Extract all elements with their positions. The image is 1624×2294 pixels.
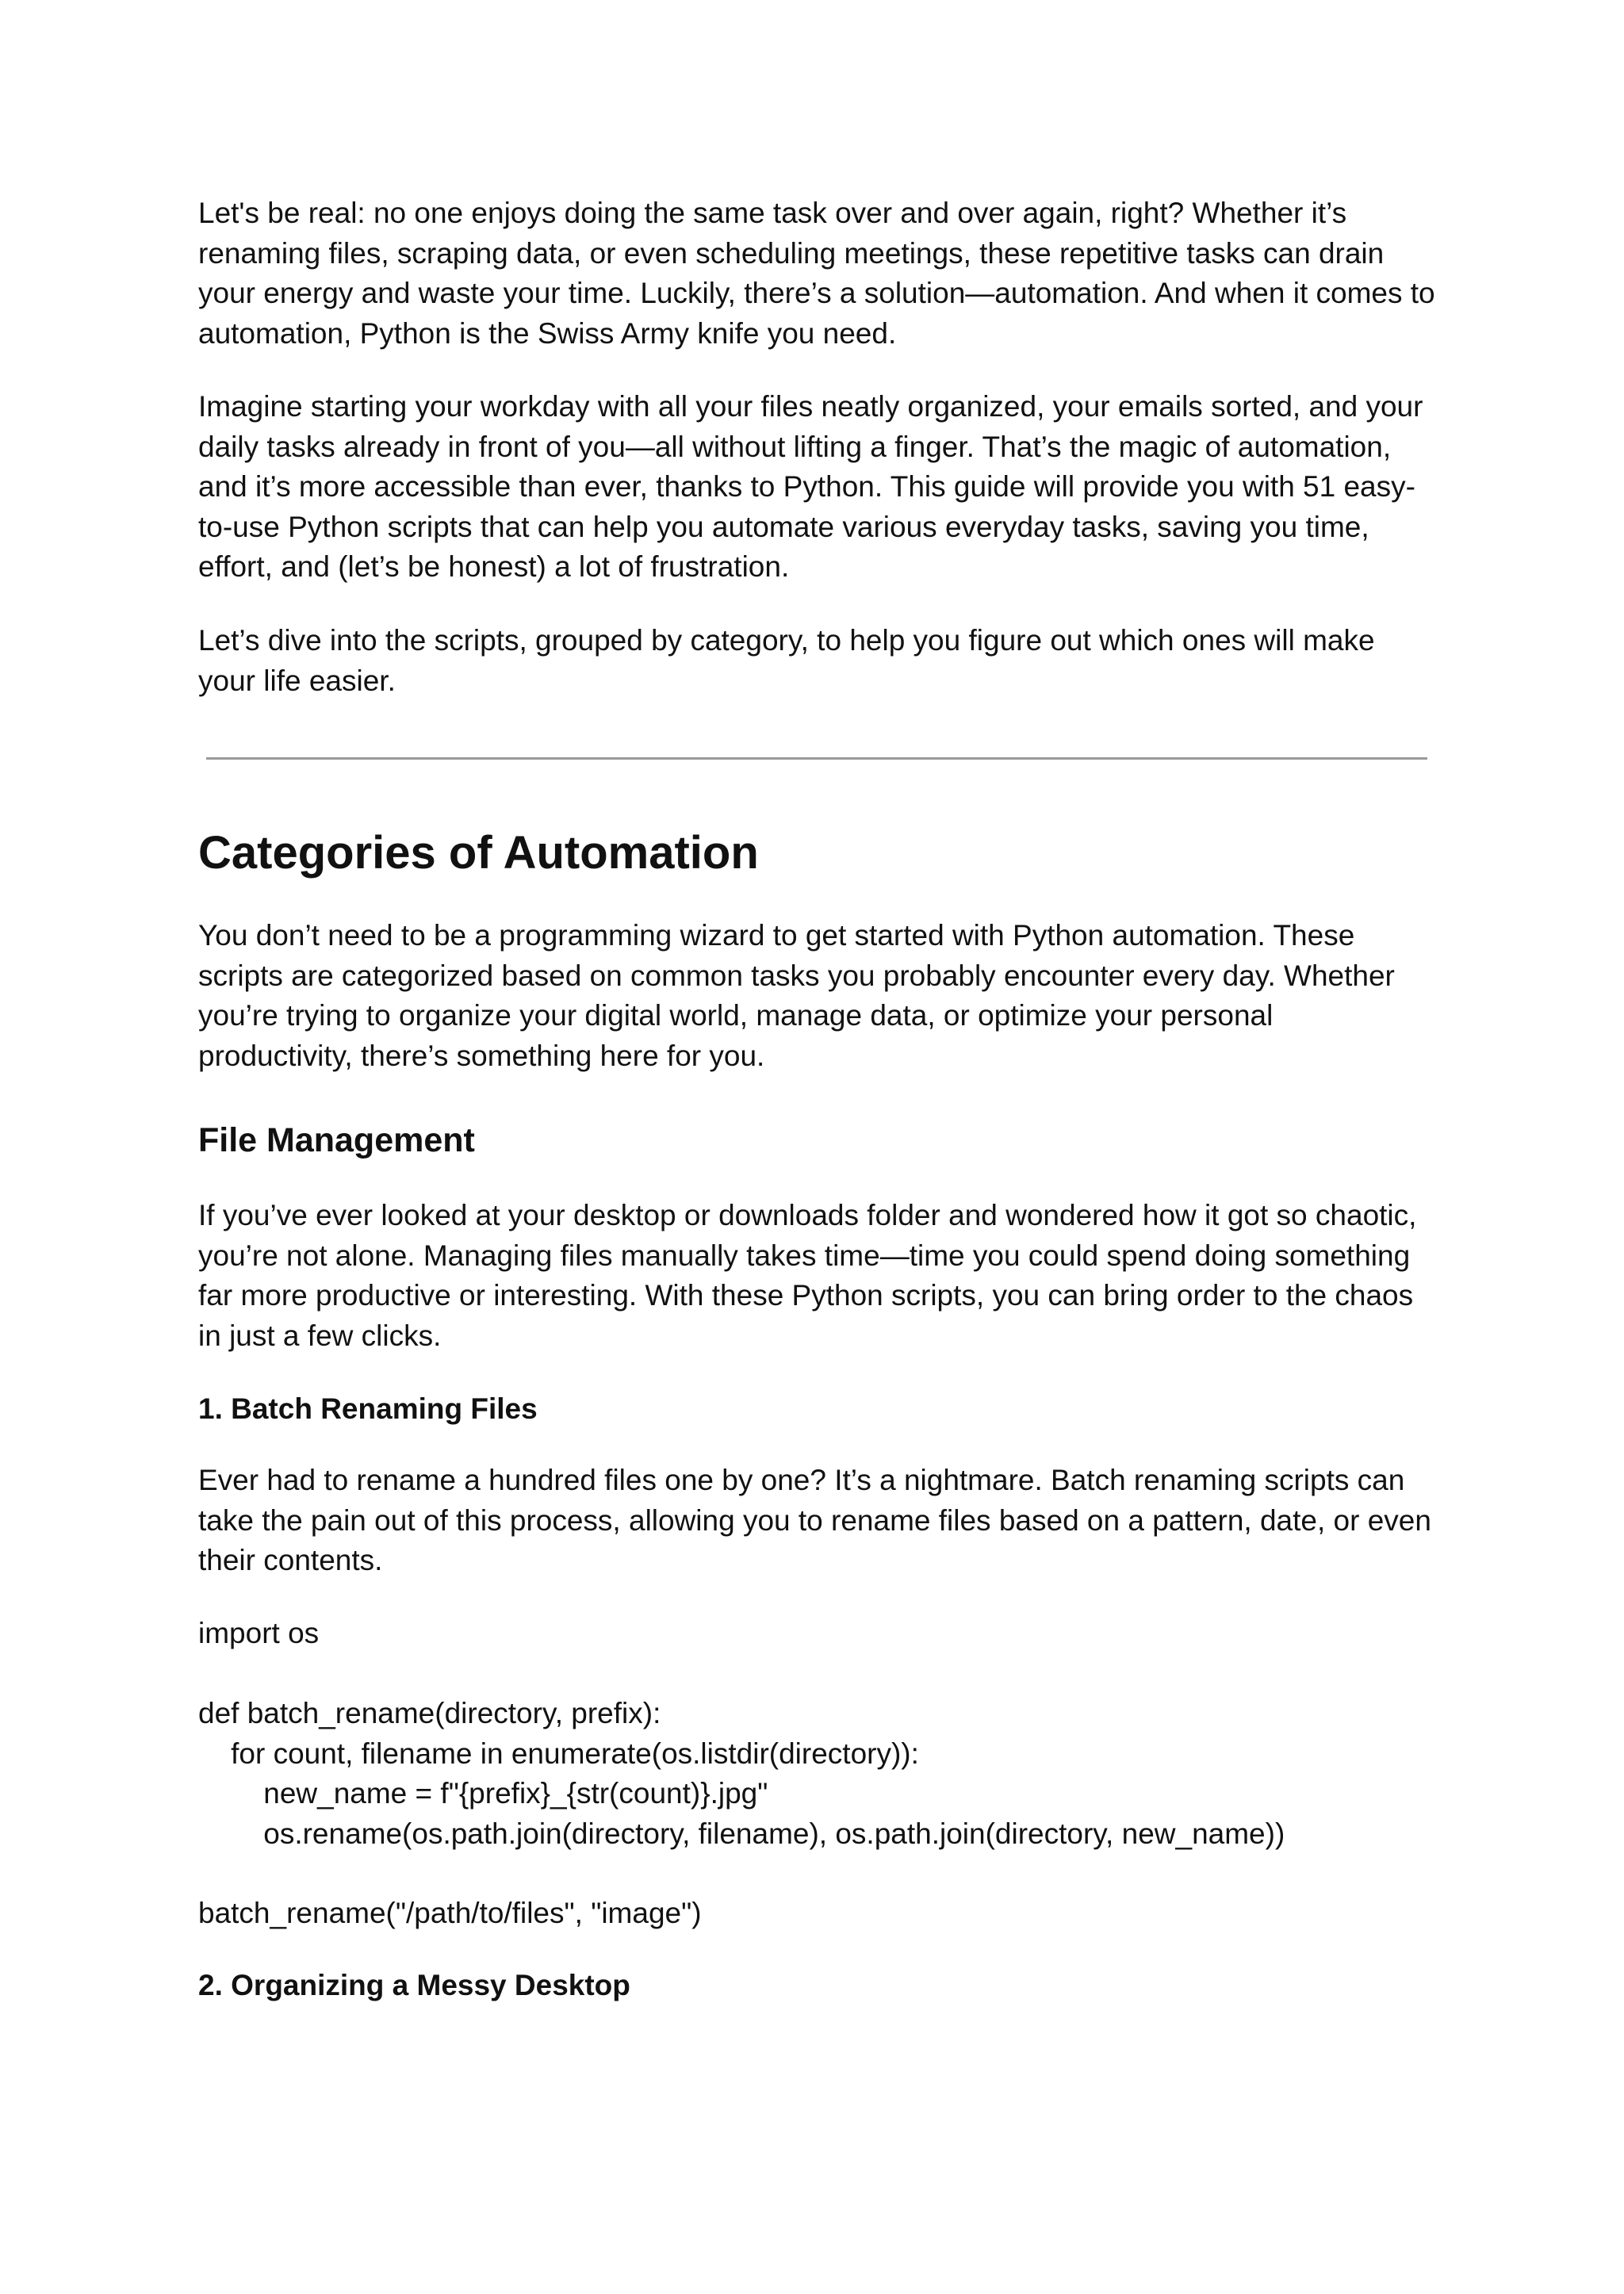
organizing-desktop-heading: 2. Organizing a Messy Desktop xyxy=(198,1969,630,2001)
batch-renaming-heading: 1. Batch Renaming Files xyxy=(198,1392,538,1425)
code-import-line: import os xyxy=(198,1617,320,1649)
intro-paragraph-3: Let’s dive into the scripts, grouped by category, to help you figure out which ones will make your life easier. xyxy=(198,624,1375,697)
horizontal-divider xyxy=(206,757,1427,760)
categories-paragraph: You don’t need to be a programming wizard to get started with Python automation. These scripts are categorized based on common tasks you probably encounter every day. Whether you’re trying to organize your digital world, manage data, or optimize your personal productivity, there’s something here for you. xyxy=(198,919,1395,1072)
intro-paragraph-1: Let's be real: no one enjoys doing the same task over and over again, right? Whether it’s renaming files, scraping data, or even scheduling meetings, these repetitive tasks can drain your energy and waste your time. Luckily, there’s a solution—automation. And when it comes to automation, Python is the Swiss Army knife you need. xyxy=(198,197,1435,350)
code-call-line: batch_rename("/path/to/files", "image") xyxy=(198,1897,702,1929)
intro-paragraph-2: Imagine starting your workday with all your files neatly organized, your emails sorted, and your daily tasks already in front of you—all without lifting a finger. That’s the magic of automation, and it’s more accessible than ever, thanks to Python. This guide will provide you with 51 easy-to-use Python scripts that can help you automate various everyday tasks, saving you time, effort, and (let’s be honest) a lot of frustration. xyxy=(198,390,1423,583)
file-management-paragraph: If you’ve ever looked at your desktop or downloads folder and wondered how it got so chaotic, you’re not alone. Managing files manually takes time—time you could spend doing something far more productive or interesting. With these Python scripts, you can bring order to the chaos in just a few clicks. xyxy=(198,1199,1417,1352)
categories-heading: Categories of Automation xyxy=(198,827,759,879)
code-function-block: def batch_rename(directory, prefix): for count, filename in enumerate(os.listdir(directory)): new_name = f"{prefix}_{str(count)}.jpg" os.rename(os.path.join(directory, filename), os.path.join(directory, new_name)) xyxy=(198,1697,1285,1850)
file-management-heading: File Management xyxy=(198,1121,475,1159)
batch-renaming-paragraph: Ever had to rename a hundred files one by one? It’s a nightmare. Batch renaming scripts can take the pain out of this process, allowing you to rename files based on a pattern, date, or even their contents. xyxy=(198,1464,1431,1576)
